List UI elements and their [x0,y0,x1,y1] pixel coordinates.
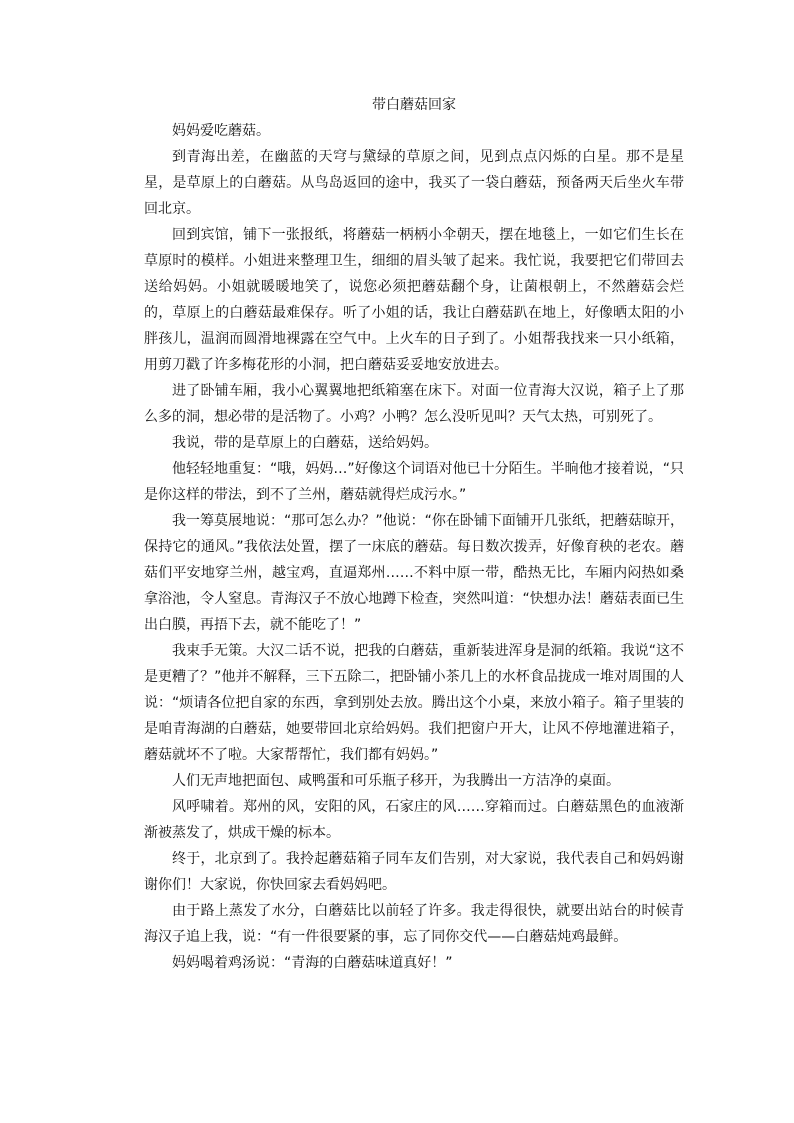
paragraph: 他轻轻地重复：“哦，妈妈…”好像这个词语对他已十分陌生。半晌他才接着说，“只是你这样的带法，到不了兰州，蘑菇就得烂成污水。” [144,461,684,503]
paragraph: 妈妈爱吃蘑菇。 [172,123,270,139]
paragraph: 到青海出差，在幽蓝的天穹与黛绿的草原之间，见到点点闪烁的白星。那不是星星，是草原上的白蘑菇。从鸟岛返回的途中，我买了一袋白蘑菇，预备两天后坐火车带回北京。 [144,149,684,217]
paragraph: 人们无声地把面包、咸鸭蛋和可乐瓶子移开，为我腾出一方洁净的桌面。 [172,773,620,789]
document-body [144,92,684,976]
paragraph: 我说，带的是草原上的白蘑菇，送给妈妈。 [172,435,438,451]
document-title: 带白蘑菇回家 [372,97,456,113]
paragraph: 进了卧铺车厢，我小心翼翼地把纸箱塞在床下。对面一位青海大汉说，箱子上了那么多的洞，想必带的是活物了。小鸡？小鸭？怎么没听见叫？天气太热，可别死了。 [144,383,684,425]
paragraph: 我束手无策。大汉二话不说，把我的白蘑菇，重新装进浑身是洞的纸箱。我说“这不是更糟了？”他并不解释，三下五除二，把卧铺小茶几上的水杯食品拢成一堆对周围的人说：“烦请各位把自家的东西，拿到别处去放。腾出这个小桌，来放小箱子。箱子里装的是咱青海湖的白蘑菇，她要带回北京给妈妈。我们把窗户开大，让风不停地灌进箱子，蘑菇就坏不了啦。大家帮帮忙，我们都有妈妈。” [144,643,684,763]
paragraph: 妈妈喝着鸡汤说：“青海的白蘑菇味道真好！” [172,955,453,971]
paragraph: 终于，北京到了。我拎起蘑菇箱子同车友们告别，对大家说，我代表自己和妈妈谢谢你们！大家说，你快回家去看妈妈吧。 [144,851,684,893]
paragraph: 回到宾馆，铺下一张报纸，将蘑菇一柄柄小伞朝天，摆在地毯上，一如它们生长在草原时的模样。小姐进来整理卫生，细细的眉头皱了起来。我忙说，我要把它们带回去送给妈妈。小姐就暖暖地笑了，说您必须把蘑菇翻个身，让菌根朝上，不然蘑菇会烂的，草原上的白蘑菇最难保存。听了小姐的话，我让白蘑菇趴在地上，好像晒太阳的小胖孩儿，温润而圆滑地裸露在空气中。上火车的日子到了。小姐帮我找来一只小纸箱，用剪刀戳了许多梅花形的小洞，把白蘑菇妥妥地安放进去。 [144,227,684,373]
paragraph: 由于路上蒸发了水分，白蘑菇比以前轻了许多。我走得很快，就要出站台的时候青海汉子追上我，说：“有一件很要紧的事，忘了同你交代——白蘑菇炖鸡最鲜。 [144,903,684,945]
paragraph: 风呼啸着。郑州的风，安阳的风，石家庄的风……穿箱而过。白蘑菇黑色的血液渐渐被蒸发了，烘成干燥的标本。 [144,799,684,841]
paragraph: 我一筹莫展地说：“那可怎么办？”他说：“你在卧铺下面铺开几张纸，把蘑菇晾开，保持它的通风。”我依法处置，摆了一床底的蘑菇。每日数次拨弄，好像育秧的老农。蘑菇们平安地穿兰州，越宝鸡，直逼郑州……不料中原一带，酷热无比，车厢内闷热如桑拿浴池，令人窒息。青海汉子不放心地蹲下检查，突然叫道：“快想办法！蘑菇表面已生出白膜，再捂下去，就不能吃了！” [144,513,684,633]
